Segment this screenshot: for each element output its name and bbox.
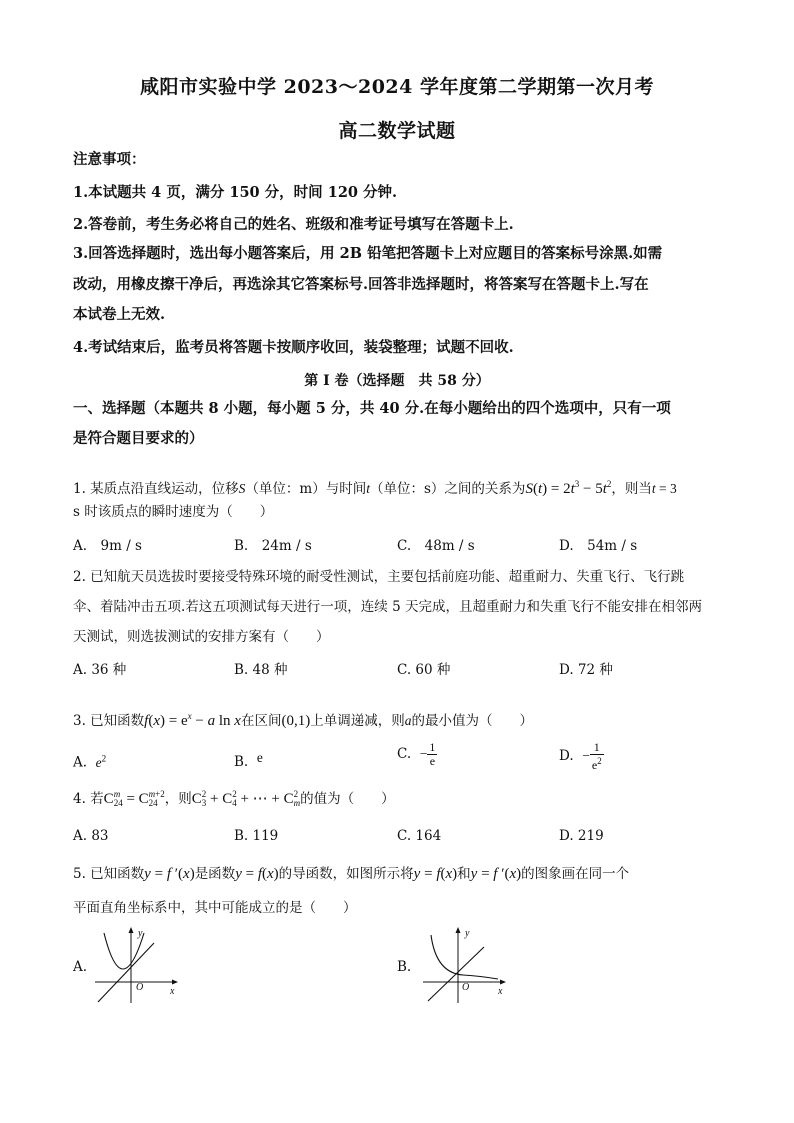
q4-stem: 4. 若Cm 24 = Cm+2 24 ，则C2 3 + C2 4 + ⋯ + C2 m的值为（ ） [73,789,395,808]
q5-option-a-graph[interactable] [90,925,185,1005]
straight-line [98,943,154,1002]
math-s-of-t: $S(t) = 2t^3 - 5t^2$ [525,479,612,497]
q5-stem-line-1: 5. 已知函数y = f ′(x)是函数y = f(x)的导函数，如图所示将y = f(x)和y = f ′(x)的图象画在同一个 [73,866,630,882]
y-axis-label: y [465,928,470,939]
q1-option-a[interactable]: A. 9m / s [73,538,142,554]
q5-option-b-graph[interactable] [418,925,513,1005]
decreasing-curve [431,935,498,979]
q3-option-a[interactable]: A. $e^2$ [73,753,107,771]
math-t: t [366,481,370,496]
x-axis-label: x [498,986,503,997]
q1-stem-line-2: s 时该质点的瞬时速度为（ ） [73,504,274,520]
exam-subtitle: 高二数学试题 [338,120,456,142]
notes-heading: 注意事项： [73,151,146,168]
q5-option-a-label[interactable]: A. [73,959,88,975]
q1-option-c[interactable]: C. 48m / s [397,538,475,554]
note-4: 4.考试结束后，监考员将答题卡按顺序收回，装袋整理；试题不回收. [73,339,514,356]
x-axis-label: x [170,986,175,997]
q1-option-b[interactable]: B. 24m / s [234,538,312,554]
q4-option-a[interactable]: A. 83 [73,828,109,844]
math-a: a [404,713,412,728]
note-3-line-3: 本试卷上无效. [73,306,166,323]
q2-stem-line-2: 伞、着陆冲击五项.若这五项测试每天进行一项，连续 5 天完成，且超重耐力和失重飞行不能安排在相邻两 [73,599,702,615]
volume-heading: 第 I 卷（选择题 共 58 分） [304,373,490,389]
origin-label: O [462,982,470,993]
q3-option-d[interactable]: D. − $\frac{1}{e^2}$ [559,740,602,772]
q2-option-d[interactable]: D. 72 种 [559,662,613,678]
x-axis-arrow [172,980,178,985]
q2-option-c[interactable]: C. 60 种 [397,662,451,678]
q2-option-a[interactable]: A. 36 种 [73,662,127,678]
q4-option-b[interactable]: B. 119 [234,828,279,844]
note-3-line-1: 3.回答选择题时，选出每小题答案后，用 2B 铅笔把答题卡上对应题目的答案标号涂黑.如需 [73,245,663,262]
math-function-f: $f(x) = e^x - a$ ln x [144,711,241,729]
q4-option-d[interactable]: D. 219 [559,828,604,844]
math-t-eq-3: t = 3 [651,481,677,496]
q3-option-c[interactable]: C. − $\frac{1}{e}$ [397,740,436,768]
q5-stem-line-2: 平面直角坐标系中，其中可能成立的是（ ） [73,900,357,916]
y-axis-arrow [456,927,461,933]
note-2: 2.答卷前，考生务必将自己的姓名、班级和准考证号填写在答题卡上. [73,216,514,233]
note-1: 1.本试题共 4 页，满分 150 分，时间 120 分钟. [73,184,398,201]
q3-option-b[interactable]: B. e [234,750,263,770]
section-heading-line-1: 一、选择题（本题共 8 小题，每小题 5 分，共 40 分.在每小题给出的四个选项中，只有一项 [73,400,671,417]
x-axis-arrow [500,980,506,985]
y-axis-arrow [129,927,134,933]
q2-stem-line-1: 2. 已知航天员选拔时要接受特殊环境的耐受性测试，主要包括前庭功能、超重耐力、失重飞行、飞行跳 [73,569,685,585]
q2-option-b[interactable]: B. 48 种 [234,662,288,678]
q5-option-b-label[interactable]: B. [397,959,412,975]
q1-option-d[interactable]: D. 54m / s [559,538,638,554]
section-heading-line-2: 是符合题目要求的） [73,430,204,447]
math-interval: (0,1) [281,713,311,729]
note-3-line-2: 改动，用橡皮擦干净后，再选涂其它答案标号.回答非选择题时，将答案写在答题卡上.写在 [73,276,649,293]
y-axis-label: y [138,928,143,939]
q2-stem-line-3: 天测试，则选拔测试的安排方案有（ ） [73,629,330,645]
exam-title: 咸阳市实验中学 2023～2024 学年度第二学期第一次月考 [140,76,654,98]
origin-label: O [136,982,144,993]
math-combination-sum: C2 3 + C2 4 + ⋯ + C2 m [191,789,301,808]
math-s: S [238,481,246,496]
q4-option-c[interactable]: C. 164 [397,828,442,844]
q1-stem: 1. 某质点沿直线运动，位移S（单位：m）与时间t（单位：s）之间的关系为$S(t) = 2t^3 - 5t^2$，则当t = 3 [73,479,677,497]
math-combination-eq: Cm 24 = Cm+2 24 [103,789,165,808]
q3-stem: 3. 已知函数$f(x) = e^x - a$ ln x在区间(0,1)上单调递减，则a的最小值为（ ） [73,711,533,729]
